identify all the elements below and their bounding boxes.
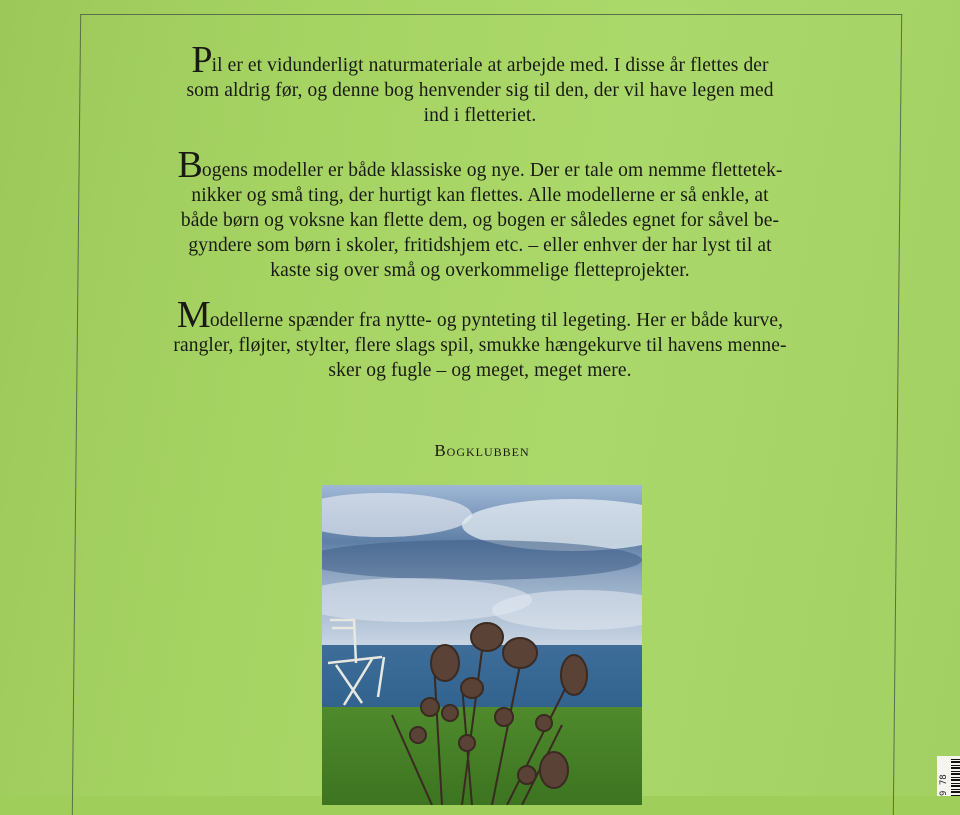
blurb-paragraph-3 [130,294,830,383]
blurb-line: sker og fugle – og meget, meget mere. [328,360,632,381]
blurb-line: ind i fletteriet. [423,105,537,126]
blurb-paragraph-2 [130,144,830,283]
blurb-line: ogens modeller er både klassiske og nye. Der er tale om nemme flettetek- [201,160,783,181]
blurb-line: nikker og små ting, der hurtigt kan flettes. Alle modellerne er så enkle, at [191,185,769,206]
cover-photo-willow-sculptures [322,485,642,805]
blurb-paragraph-1 [130,39,830,128]
drop-cap: B [177,144,203,186]
publisher-name: Bogklubben [434,441,530,460]
barcode-digits: 9 78 [939,774,949,796]
drop-cap: M [176,294,211,336]
blurb-line: odellerne spænder fra nytte- og pynteting til legeting. Her er både kurve, [209,310,784,331]
blurb-line: rangler, fløjter, stylter, flere slags spil, smukke hængekurve til havens menne- [173,335,787,356]
blurb-line: som aldrig før, og denne bog henvender sig til den, der vil have legen med [186,80,774,101]
grass-lawn [322,707,642,805]
blurb-line: gyndere som børn i skoler, fritidshjem etc. – eller enhver der har lyst til at [188,235,772,256]
barcode-bars [951,758,960,796]
blurb-line: kaste sig over små og overkommelige fletteprojekter. [270,260,690,281]
drop-cap: P [191,39,213,81]
blurb-line: il er et vidunderligt naturmateriale at arbejde med. I disse år flettes der [211,55,769,76]
blurb-line: både børn og voksne kan flette dem, og bogen er således egnet for såvel be- [180,210,780,231]
